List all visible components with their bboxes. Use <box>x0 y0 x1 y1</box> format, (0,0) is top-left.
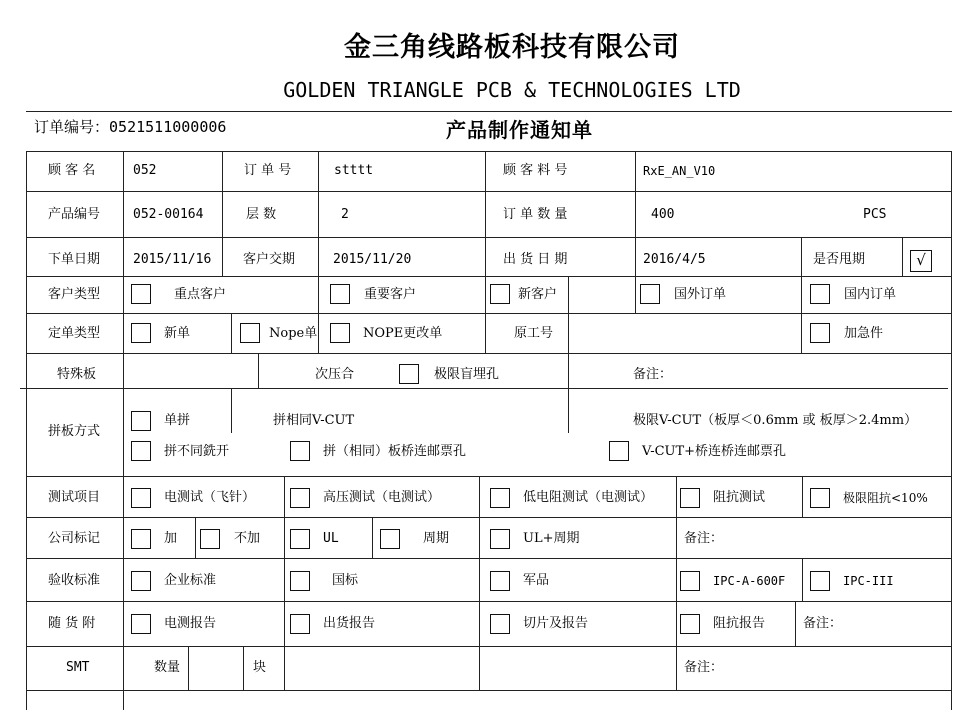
check-mark-icon: √ <box>916 251 926 269</box>
nope-change-checkbox[interactable] <box>330 323 350 343</box>
smt-remark-label: 备注： <box>684 660 724 675</box>
delivery-date-label: 客户交期 <box>243 252 296 267</box>
foreign-order-checkbox[interactable] <box>640 284 660 304</box>
order-number <box>34 117 226 137</box>
section-report-checkbox[interactable] <box>490 614 510 634</box>
vcut-bridge-checkbox[interactable] <box>609 441 629 461</box>
impedance-checkbox[interactable] <box>680 488 700 508</box>
urgent-text: 加急件 <box>844 326 884 341</box>
document-title: 产品制作通知单 <box>446 118 593 142</box>
important-customer-checkbox[interactable] <box>330 284 350 304</box>
cycle-checkbox[interactable] <box>910 250 932 272</box>
company-name-cn: 金三角线路板科技有限公司 <box>344 32 680 63</box>
mark-none-text: 不加 <box>234 531 261 546</box>
single-panel-text: 单拼 <box>164 413 191 428</box>
nope-order-text: Nope单 <box>269 326 318 341</box>
order-no-label: 订 单 号 <box>244 163 292 178</box>
enterprise-std-checkbox[interactable] <box>131 571 151 591</box>
order-type-label: 定单类型 <box>48 326 101 341</box>
low-resistance-text: 低电阻测试（电测试） <box>523 490 654 505</box>
flying-probe-checkbox[interactable] <box>131 488 151 508</box>
marking-label: 公司标记 <box>48 531 101 546</box>
impedance-text: 阻抗测试 <box>713 490 766 505</box>
layer-value[interactable]: 2 <box>341 207 349 222</box>
product-no-label: 产品编号 <box>48 207 101 222</box>
limit-vcut-text: 极限V-CUT（板厚＜0.6mm 或 板厚＞2.4mm） <box>633 413 918 428</box>
ship-date-label: 出 货 日 期 <box>503 252 568 267</box>
same-bridge-text: 拼（相同）板桥连邮票孔 <box>323 444 467 459</box>
nope-order-checkbox[interactable] <box>240 323 260 343</box>
foreign-order-text: 国外订单 <box>674 287 727 302</box>
enterprise-std-text: 企业标准 <box>164 573 217 588</box>
key-customer-text: 重点客户 <box>174 287 227 302</box>
order-number-label: 订单编号： <box>34 118 110 136</box>
customer-value[interactable]: 052 <box>133 163 157 178</box>
part-no-label: 顾 客 料 号 <box>503 163 568 178</box>
diff-mill-text: 拼不同銑开 <box>164 444 230 459</box>
smt-qty-label: 数量 <box>154 660 181 675</box>
header-divider <box>26 111 952 112</box>
shipping-report-checkbox[interactable] <box>290 614 310 634</box>
customer-label: 顾 客 名 <box>48 163 96 178</box>
new-order-checkbox[interactable] <box>131 323 151 343</box>
mark-add-text: 加 <box>164 531 178 546</box>
customer-type-label: 客户类型 <box>48 287 101 302</box>
order-date-value[interactable]: 2015/11/16 <box>133 252 212 267</box>
nope-change-text: NOPE更改单 <box>363 326 443 341</box>
attach-remark-label: 备注： <box>803 616 843 631</box>
part-no-value[interactable]: RxE_AN_V10 <box>643 164 716 178</box>
smt-unit-label: 块 <box>253 660 267 675</box>
work-no-label: 原工号 <box>514 326 554 341</box>
new-order-text: 新单 <box>164 326 191 341</box>
marking-remark-label: 备注： <box>684 531 724 546</box>
blind-hole-text: 极限盲埋孔 <box>434 367 500 382</box>
et-report-text: 电测报告 <box>164 616 217 631</box>
hipot-checkbox[interactable] <box>290 488 310 508</box>
urgent-checkbox[interactable] <box>810 323 830 343</box>
impedance-report-checkbox[interactable] <box>680 614 700 634</box>
new-customer-checkbox[interactable] <box>490 284 510 304</box>
period-text: 周期 <box>423 531 450 546</box>
panel-label: 拼板方式 <box>48 424 101 439</box>
ipc-600f-text: IPC-A-600F <box>713 574 786 588</box>
blind-hole-checkbox[interactable] <box>399 364 419 384</box>
mark-none-checkbox[interactable] <box>200 529 220 549</box>
smt-label: SMT <box>66 660 90 675</box>
press-text: 次压合 <box>315 367 355 382</box>
ship-date-value[interactable]: 2016/4/5 <box>643 252 706 267</box>
ipc-iii-text: IPC-III <box>843 574 894 588</box>
attach-label: 随 货 附 <box>48 616 96 631</box>
hipot-text: 高压测试（电测试） <box>323 490 441 505</box>
ul-period-checkbox[interactable] <box>490 529 510 549</box>
mark-add-checkbox[interactable] <box>131 529 151 549</box>
domestic-order-checkbox[interactable] <box>810 284 830 304</box>
ul-checkbox[interactable] <box>290 529 310 549</box>
section-report-text: 切片及报告 <box>523 616 589 631</box>
shipping-report-text: 出货报告 <box>323 616 376 631</box>
special-remark-label: 备注： <box>633 367 673 382</box>
order-no-value[interactable]: stttt <box>334 163 374 178</box>
test-label: 测试项目 <box>48 490 101 505</box>
vcut-bridge-text: V-CUT+桥连桥连邮票孔 <box>642 444 787 459</box>
limit-impedance-text: 极限阻抗<10% <box>843 491 928 505</box>
layer-label: 层 数 <box>246 207 277 222</box>
qty-unit: PCS <box>863 207 887 222</box>
domestic-order-text: 国内订单 <box>844 287 897 302</box>
company-name-en: GOLDEN TRIANGLE PCB & TECHNOLOGIES LTD <box>283 78 741 102</box>
ul-text: UL <box>323 531 339 546</box>
same-bridge-checkbox[interactable] <box>290 441 310 461</box>
limit-impedance-checkbox[interactable] <box>810 488 830 508</box>
delivery-date-value[interactable]: 2015/11/20 <box>333 252 412 267</box>
ipc-iii-checkbox[interactable] <box>810 571 830 591</box>
order-date-label: 下单日期 <box>48 252 101 267</box>
order-number-value: 0521511000006 <box>109 118 227 136</box>
low-resistance-checkbox[interactable] <box>490 488 510 508</box>
ipc-600f-checkbox[interactable] <box>680 571 700 591</box>
order-qty-label: 订 单 数 量 <box>503 207 568 222</box>
single-panel-checkbox[interactable] <box>131 411 151 431</box>
et-report-checkbox[interactable] <box>131 614 151 634</box>
product-no-value[interactable]: 052-00164 <box>133 207 204 222</box>
special-board-label: 特殊板 <box>57 367 97 382</box>
impedance-report-text: 阻抗报告 <box>713 616 766 631</box>
national-std-checkbox[interactable] <box>290 571 310 591</box>
key-customer-checkbox[interactable] <box>131 284 151 304</box>
national-std-text: 国标 <box>332 573 359 588</box>
ul-period-text: UL+周期 <box>523 531 580 546</box>
cycle-label: 是否甩期 <box>813 252 866 267</box>
acceptance-label: 验收标准 <box>48 573 101 588</box>
flying-probe-text: 电测试（飞针） <box>164 490 256 505</box>
military-std-text: 军品 <box>523 573 550 588</box>
new-customer-text: 新客户 <box>518 287 558 302</box>
same-vcut-text: 拼相同V-CUT <box>273 413 355 428</box>
military-std-checkbox[interactable] <box>490 571 510 591</box>
diff-mill-checkbox[interactable] <box>131 441 151 461</box>
order-qty-value[interactable]: 400 <box>651 207 675 222</box>
important-customer-text: 重要客户 <box>364 287 417 302</box>
period-checkbox[interactable] <box>380 529 400 549</box>
